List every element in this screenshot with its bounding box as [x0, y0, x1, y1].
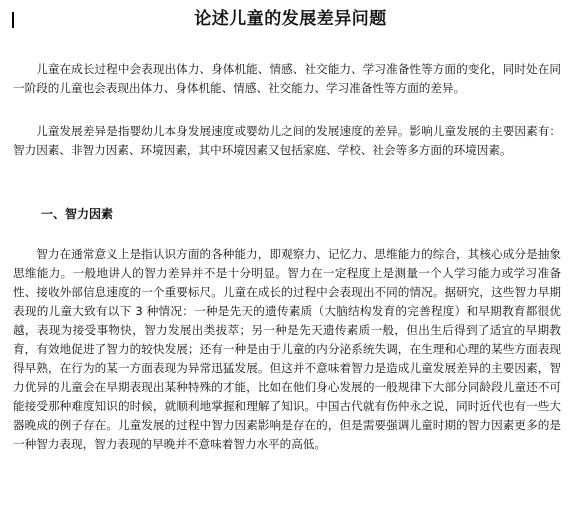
document-title: 论述儿童的发展差异问题: [194, 9, 387, 29]
paragraph-intelligence: 智力在通常意义上是指认识方面的各种能力，即观察力、记忆力、思维能力的综合，其核心成分是抽象思维能力。一般地讲人的智力差异并不是十分明显。智力在一定程度上是测量一个人学习能力或学习准备性、接收外部信息速度的一个重要标尺。儿童在成长的过程中会表现出不同的情况。据研究，这些智力早期表现的儿童大致有以下 3 种情况：一种是先天的遗传素质（大脑结构发育的完善程度）和早期教育都很优越，表现为接受事物快，智力发展出类拔萃；另一种是先天遗传素质一般，但出生后得到了适宜的早期教育，有效地促进了智力的较快发展；还有一种是由于儿童的内分泌系统失调，在生理和心理的某些方面表现得早熟，在行为的某一方面表现为异常迅猛发展。但这并不意味着智力是造成儿童发展差异的主要因素，智力优异的儿童会在早期表现出某种特殊的才能，比如在他们身心发展的一般规律下大部分同龄段儿童还不可能接受那种难度知识的时候，就顺利地掌握和理解了知识。中国古代就有伤仲永之说，同时近代也有一些大器晚成的例子存在。儿童发展的过程中智力因素影响是存在的，但是需要强调儿童时期的智力因素更多的是一种智力表现，智力表现的早晚并不意味着智力水平的高低。: [13, 247, 561, 451]
section-heading: 一、智力因素: [41, 207, 114, 221]
paragraph-definition: 儿童发展差异是指婴幼儿本身发展速度或婴幼儿之间的发展速度的差异。影响儿童发展的主要因素有：智力因素、非智力因素、环境因素，其中环境因素又包括家庭、学校、社会等多方面的环境因素。: [13, 124, 561, 157]
paragraph-intro: 儿童在成长过程中会表现出体力、身体机能、情感、社交能力、学习准备性等方面的变化，同时处在同一阶段的儿童也会表现出体力、身体机能、情感、社交能力、学习准备性等方面的差异。: [13, 62, 561, 95]
